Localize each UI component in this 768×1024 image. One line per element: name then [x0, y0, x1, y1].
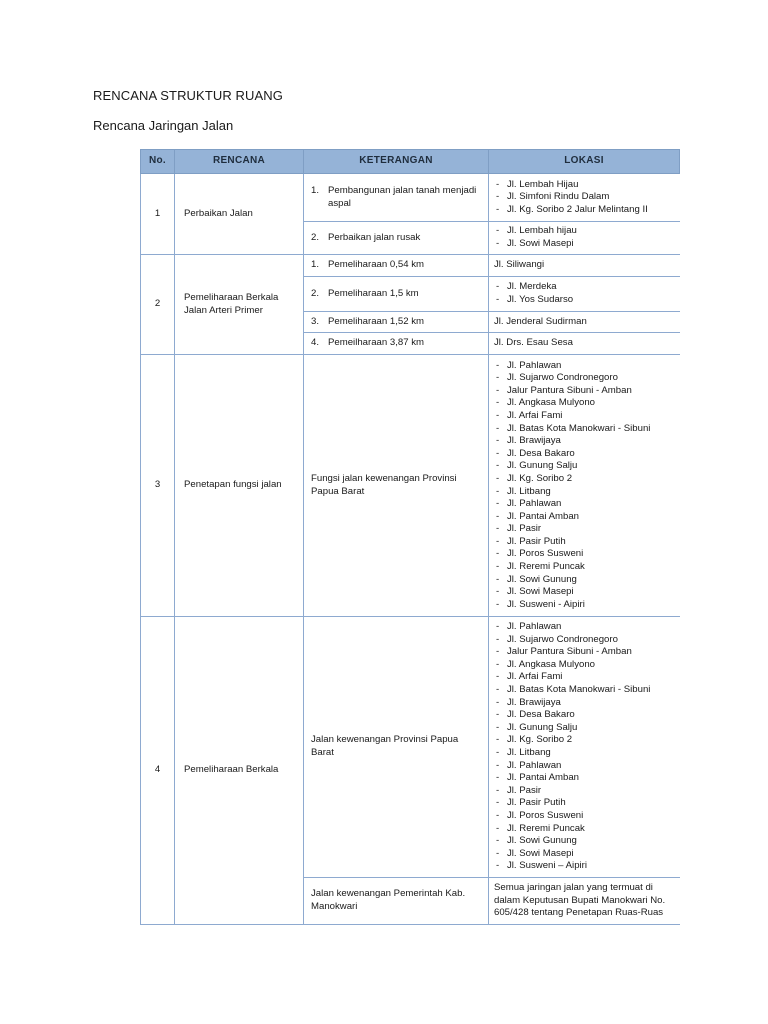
- lokasi-item: - Jl. Gunung Salju: [494, 460, 674, 473]
- keterangan-cell: [304, 277, 489, 312]
- keterangan-text: Pembangunan jalan tanah menjadi aspal: [328, 184, 477, 209]
- keterangan-cell: [304, 312, 489, 333]
- keterangan-cell: [304, 333, 489, 355]
- lokasi-item: - Jl. Pahlawan: [494, 498, 674, 511]
- lokasi-item: - Jl. Angkasa Mulyono: [494, 659, 674, 672]
- lokasi-cell: [489, 617, 680, 878]
- header-no: No.: [141, 150, 175, 174]
- lokasi-item: - Jl. Brawijaya: [494, 697, 674, 710]
- lokasi-item: - Jl. Sowi Masepi: [494, 848, 674, 861]
- lokasi-cell: Jl. Drs. Esau Sesa: [489, 333, 680, 355]
- road-network-plan-table: [140, 149, 680, 925]
- item-number: 2.: [311, 287, 320, 299]
- lokasi-item: - Jalur Pantura Sibuni - Amban: [494, 646, 674, 659]
- lokasi-item: - Jl. Lembah Hijau: [494, 179, 674, 192]
- lokasi-item: - Jl. Angkasa Mulyono: [494, 397, 674, 410]
- lokasi-cell: Jl. Jenderal Sudirman: [489, 312, 680, 333]
- lokasi-cell: [489, 355, 680, 617]
- keterangan-text: Perbaikan jalan rusak: [328, 231, 421, 243]
- rencana-cell: Perbaikan Jalan: [175, 174, 304, 255]
- lokasi-item: - Jl. Susweni - Aipiri: [494, 599, 674, 612]
- lokasi-item: - Jl. Kg. Soribo 2 Jalur Melintang II: [494, 204, 674, 217]
- lokasi-item: - Jl. Sowi Gunung: [494, 574, 674, 587]
- item-number: 2.: [311, 231, 320, 243]
- section-subheading: Rencana Jaringan Jalan: [93, 118, 234, 133]
- lokasi-item: - Jl. Sowi Gunung: [494, 835, 674, 848]
- lokasi-item: - Jl. Merdeka: [494, 281, 674, 294]
- lokasi-item: - Jl. Arfai Fami: [494, 671, 674, 684]
- document-heading: RENCANA STRUKTUR RUANG: [93, 88, 283, 103]
- header-keterangan: KETERANGAN: [304, 150, 489, 174]
- keterangan-cell: Jalan kewenangan Provinsi Papua Barat: [304, 617, 489, 878]
- rencana-cell: Penetapan fungsi jalan: [175, 355, 304, 617]
- keterangan-cell: [304, 174, 489, 222]
- lokasi-item: - Jl. Gunung Salju: [494, 722, 674, 735]
- item-number: 3.: [311, 315, 320, 327]
- lokasi-item: - Jl. Batas Kota Manokwari - Sibuni: [494, 423, 674, 436]
- row-number: 2: [141, 255, 175, 355]
- lokasi-item: - Jl. Litbang: [494, 747, 674, 760]
- keterangan-cell: Fungsi jalan kewenangan Provinsi Papua Barat: [304, 355, 489, 617]
- lokasi-item: - Jl. Sujarwo Condronegoro: [494, 372, 674, 385]
- lokasi-item: - Jl. Pasir: [494, 785, 674, 798]
- lokasi-item: - Jl. Kg. Soribo 2: [494, 473, 674, 486]
- rencana-cell: Pemeliharaan Berkala Jalan Arteri Primer: [175, 255, 304, 355]
- lokasi-item: - Jl. Reremi Puncak: [494, 823, 674, 836]
- lokasi-item: - Jl. Simfoni Rindu Dalam: [494, 191, 674, 204]
- lokasi-item: - Jl. Pasir: [494, 523, 674, 536]
- lokasi-item: - Jl. Pantai Amban: [494, 511, 674, 524]
- lokasi-item: - Jl. Pantai Amban: [494, 772, 674, 785]
- keterangan-text: Pemeliharaan 1,5 km: [328, 287, 419, 299]
- lokasi-item: - Jl. Arfai Fami: [494, 410, 674, 423]
- table-header-row: [141, 150, 680, 174]
- lokasi-item: - Jl. Reremi Puncak: [494, 561, 674, 574]
- lokasi-item: - Jl. Sowi Masepi: [494, 586, 674, 599]
- keterangan-text: Pemeliharaan 1,52 km: [328, 315, 424, 327]
- row-number: 1: [141, 174, 175, 255]
- lokasi-item: - Jl. Batas Kota Manokwari - Sibuni: [494, 684, 674, 697]
- lokasi-cell: Semua jaringan jalan yang termuat di dalam Keputusan Bupati Manokwari No. 605/428 tentang Penetapan Ruas-Ruas: [489, 878, 680, 925]
- lokasi-item: - Jl. Lembah hijau: [494, 225, 674, 238]
- header-lokasi: LOKASI: [489, 150, 680, 174]
- lokasi-item: - Jl. Pahlawan: [494, 621, 674, 634]
- keterangan-cell: [304, 222, 489, 255]
- keterangan-text: Pemeilharaan 3,87 km: [328, 337, 424, 349]
- lokasi-item: - Jl. Desa Bakaro: [494, 709, 674, 722]
- keterangan-cell: Jalan kewenangan Pemerintah Kab. Manokwari: [304, 878, 489, 925]
- lokasi-item: - Jl. Susweni – Aipiri: [494, 860, 674, 873]
- table-row: [141, 355, 680, 617]
- lokasi-cell: [489, 174, 680, 222]
- lokasi-item: - Jl. Pasir Putih: [494, 797, 674, 810]
- lokasi-cell: [489, 222, 680, 255]
- lokasi-cell: [489, 277, 680, 312]
- keterangan-cell: [304, 255, 489, 277]
- lokasi-item: - Jl. Sowi Masepi: [494, 238, 674, 251]
- lokasi-item: - Jl. Pahlawan: [494, 360, 674, 373]
- lokasi-item: - Jl. Poros Susweni: [494, 810, 674, 823]
- row-number: 3: [141, 355, 175, 617]
- item-number: 4.: [311, 337, 320, 349]
- keterangan-text: Pemeliharaan 0,54 km: [328, 259, 424, 271]
- lokasi-item: - Jl. Pahlawan: [494, 760, 674, 773]
- item-number: 1.: [311, 259, 320, 271]
- header-rencana: RENCANA: [175, 150, 304, 174]
- lokasi-item: - Jl. Poros Susweni: [494, 548, 674, 561]
- lokasi-item: - Jl. Yos Sudarso: [494, 294, 674, 307]
- lokasi-item: - Jl. Sujarwo Condronegoro: [494, 634, 674, 647]
- item-number: 1.: [311, 184, 320, 196]
- lokasi-cell: Jl. Siliwangi: [489, 255, 680, 277]
- lokasi-item: - Jl. Kg. Soribo 2: [494, 734, 674, 747]
- table-row: [141, 255, 680, 277]
- lokasi-item: - Jl. Litbang: [494, 486, 674, 499]
- table-row: [141, 617, 680, 878]
- table-row: [141, 174, 680, 222]
- lokasi-item: - Jalur Pantura Sibuni - Amban: [494, 385, 674, 398]
- lokasi-item: - Jl. Pasir Putih: [494, 536, 674, 549]
- row-number: 4: [141, 617, 175, 925]
- lokasi-item: - Jl. Brawijaya: [494, 435, 674, 448]
- rencana-cell: Pemeliharaan Berkala: [175, 617, 304, 925]
- lokasi-item: - Jl. Desa Bakaro: [494, 448, 674, 461]
